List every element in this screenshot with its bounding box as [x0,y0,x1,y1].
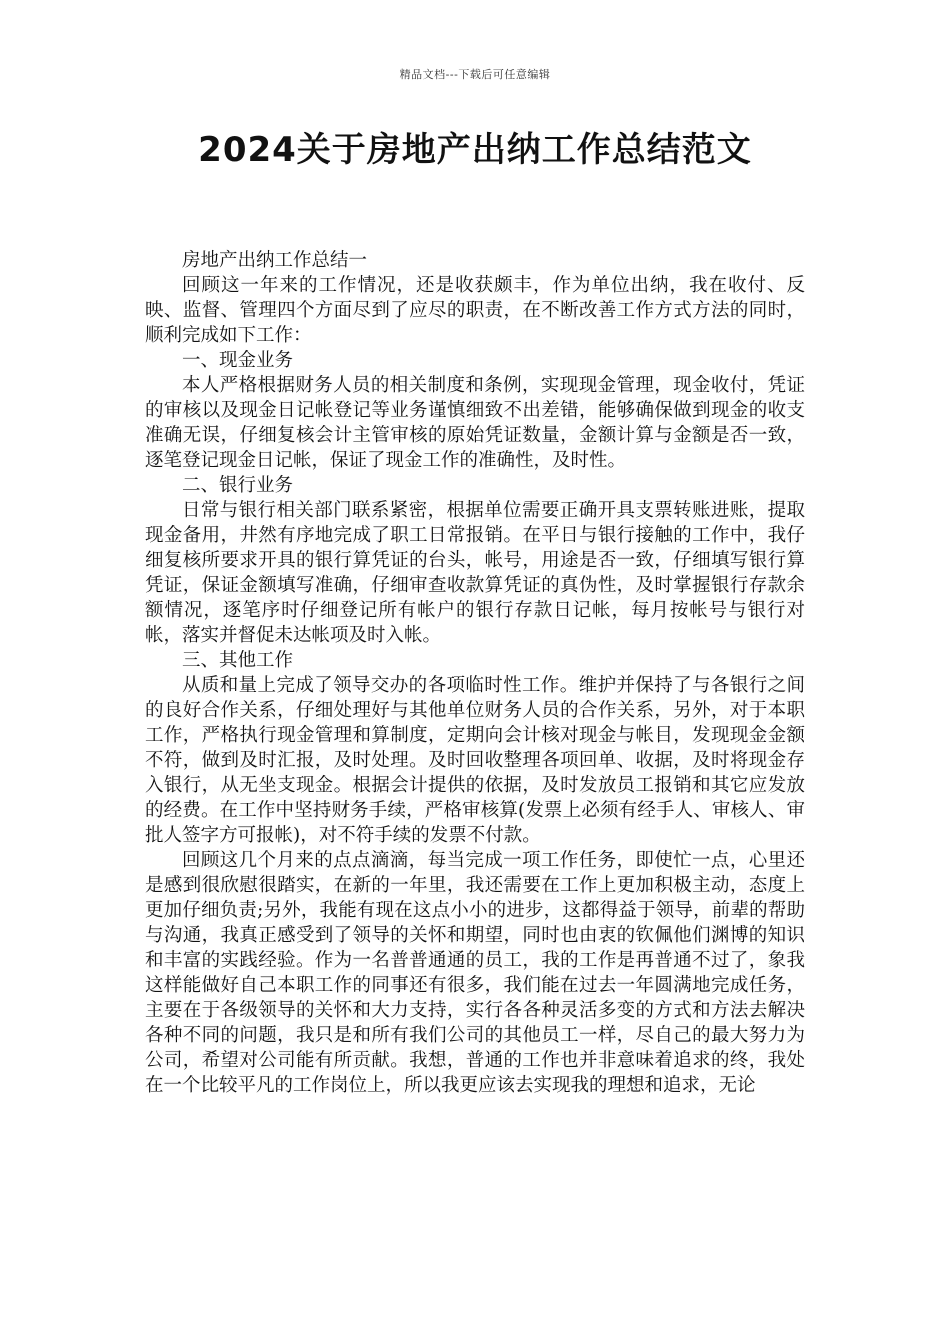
body-paragraph: 从质和量上完成了领导交办的各项临时性工作。维护并保持了与各银行之间的良好合作关系，仔细处理好与其他单位财务人员的合作关系，另外，对于本职工作，严格执行现金管理和算制度，定期向会计核对现金与帐目，发现现金金额不符，做到及时汇报，及时处理。及时回收整理各项回单、收据，及时将现金存入银行，从无坐支现金。根据会计提供的依据，及时发放员工报销和其它应发放的经费。在工作中坚持财务手续，严格审核算(发票上必须有经手人、审核人、审批人签字方可报帐)，对不符手续的发票不付款。 [145,675,805,846]
body-paragraph: 回顾这一年来的工作情况，还是收获颇丰，作为单位出纳，我在收付、反映、监督、管理四个方面尽到了应尽的职责，在不断改善工作方式方法的同时，顺利完成如下工作： [145,275,805,346]
section-heading: 三、其他工作 [182,650,294,671]
document-title: 2024关于房地产出纳工作总结范文 [198,130,752,170]
header-note: 精品文档---下载后可任意编辑 [399,68,551,81]
body-paragraph: 回顾这几个月来的点点滴滴，每当完成一项工作任务，即使忙一点，心里还是感到很欣慰很踏实，在新的一年里，我还需要在工作上更加积极主动，态度上更加仔细负责;另外，我能有现在这点小小的进步，这都得益于领导，前辈的帮助与沟通，我真正感受到了领导的关怀和期望，同时也由衷的钦佩他们渊博的知识和丰富的实践经验。作为一名普普通通的员工，我的工作是再普通不过了，象我这样能做好自己本职工作的同事还有很多，我们能在过去一年圆满地完成任务，主要在于各级领导的关怀和大力支持，实行各各种灵活多变的方式和方法去解决各种不同的问题，我只是和所有我们公司的其他员工一样，尽自己的最大努力为公司，希望对公司能有所贡献。我想，普通的工作也并非意味着追求的终，我处在一个比较平凡的工作岗位上，所以我更应该去实现我的理想和追求，无论 [145,850,805,1096]
section-heading: 一、现金业务 [182,350,294,371]
section-heading: 房地产出纳工作总结一 [182,250,368,271]
document-body [145,248,805,1098]
body-paragraph: 本人严格根据财务人员的相关制度和条例，实现现金管理，现金收付，凭证的审核以及现金日记帐登记等业务谨慎细致不出差错，能够确保做到现金的收支准确无误，仔细复核会计主管审核的原始凭证数量，金额计算与金额是否一致，逐笔登记现金日记帐，保证了现金工作的准确性，及时性。 [145,375,805,471]
section-heading: 二、银行业务 [182,475,294,496]
body-paragraph: 日常与银行相关部门联系紧密，根据单位需要正确开具支票转账进账，提取现金备用，井然有序地完成了职工日常报销。在平日与银行接触的工作中，我仔细复核所要求开具的银行算凭证的台头，帐号，用途是否一致，仔细填写银行算凭证，保证金额填写准确，仔细审查收款算凭证的真伪性，及时掌握银行存款余额情况，逐笔序时仔细登记所有帐户的银行存款日记帐，每月按帐号与银行对帐，落实并督促未达帐项及时入帐。 [145,500,805,646]
